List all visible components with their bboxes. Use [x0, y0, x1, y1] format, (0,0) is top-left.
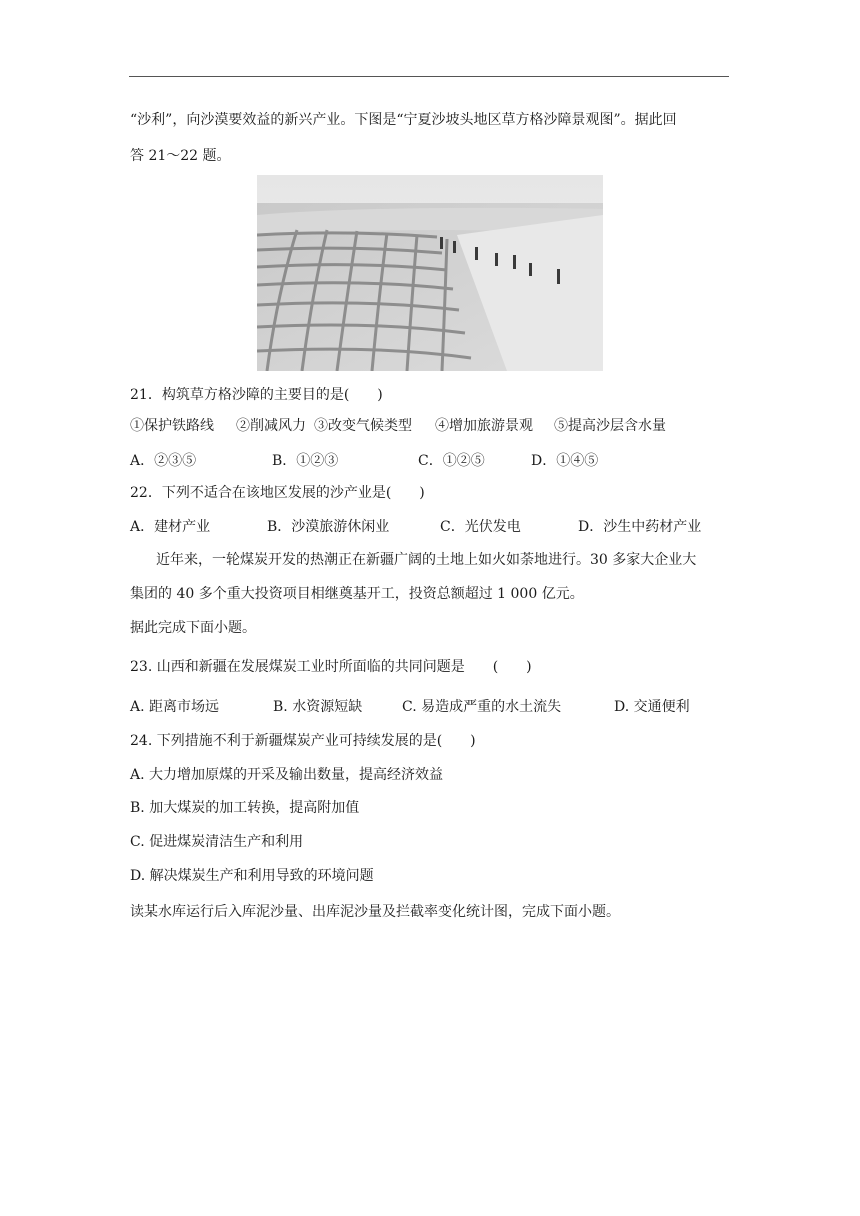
q21-item: ②削减风力: [236, 418, 306, 434]
passage2-line-3: 据此完成下面小题。: [130, 620, 256, 636]
q22-option-d: D．沙生中药材产业: [578, 519, 702, 535]
q21-stem: 21．构筑草方格沙障的主要目的是( ): [130, 387, 383, 403]
q22-option-a: A．建材产业: [130, 519, 211, 535]
q23-options: [130, 697, 690, 717]
q22-stem: 22．下列不适合在该地区发展的沙产业是( ): [130, 485, 425, 501]
q22-option-c: C．光伏发电: [440, 519, 521, 535]
q24-option-b: B. 加大煤炭的加工转换，提高附加值: [130, 800, 360, 816]
q21-option-b: B．①②③: [272, 453, 339, 469]
q21-option-d: D．①④⑤: [531, 453, 599, 469]
q23-option-c: C. 易造成严重的水土流失: [402, 699, 562, 715]
passage2-line-2: 集团的 40 多个重大投资项目相继奠基开工，投资总额超过 1 000 亿元。: [130, 586, 584, 602]
q24-option-d: D. 解决煤炭生产和利用导致的环境问题: [130, 868, 374, 884]
q21-item: ①保护铁路线: [130, 418, 214, 434]
intro-line-2: 答 21～22 题。: [130, 148, 231, 164]
q23-option-d: D. 交通便利: [614, 699, 690, 715]
q24-option-a: A. 大力增加原煤的开采及输出数量，提高经济效益: [130, 767, 444, 783]
q24-stem: 24. 下列措施不利于新疆煤炭产业可持续发展的是( ): [130, 733, 476, 749]
q23-option-b: B. 水资源短缺: [273, 699, 363, 715]
q22-option-b: B．沙漠旅游休闲业: [267, 519, 390, 535]
q22-options: [130, 517, 701, 537]
q21-items: [130, 416, 666, 436]
desert-sand-barrier-photo: [257, 175, 603, 371]
q21-option-a: A．②③⑤: [130, 453, 197, 469]
q23-option-a: A. 距离市场远: [130, 699, 220, 715]
intro-line-1: “沙利”，向沙漠要效益的新兴产业。下图是“宁夏沙坡头地区草方格沙障景观图”。据此回: [130, 112, 677, 128]
q21-option-c: C．①②⑤: [418, 453, 485, 469]
q24-option-c: C. 促进煤炭清洁生产和利用: [130, 834, 304, 850]
q23-stem: 23. 山西和新疆在发展煤炭工业时所面临的共同问题是 ( ): [130, 659, 532, 675]
header-rule: [129, 76, 729, 77]
q21-options: [130, 451, 598, 471]
q21-item: ③改变气候类型: [314, 418, 412, 434]
q21-item: ④增加旅游景观: [435, 418, 533, 434]
passage3-line-1: 读某水库运行后入库泥沙量、出库泥沙量及拦截率变化统计图，完成下面小题。: [130, 904, 620, 920]
passage2-line-1: 近年来，一轮煤炭开发的热潮正在新疆广阔的土地上如火如荼地进行。30 多家大企业大: [156, 552, 697, 568]
q21-item: ⑤提高沙层含水量: [554, 418, 666, 434]
